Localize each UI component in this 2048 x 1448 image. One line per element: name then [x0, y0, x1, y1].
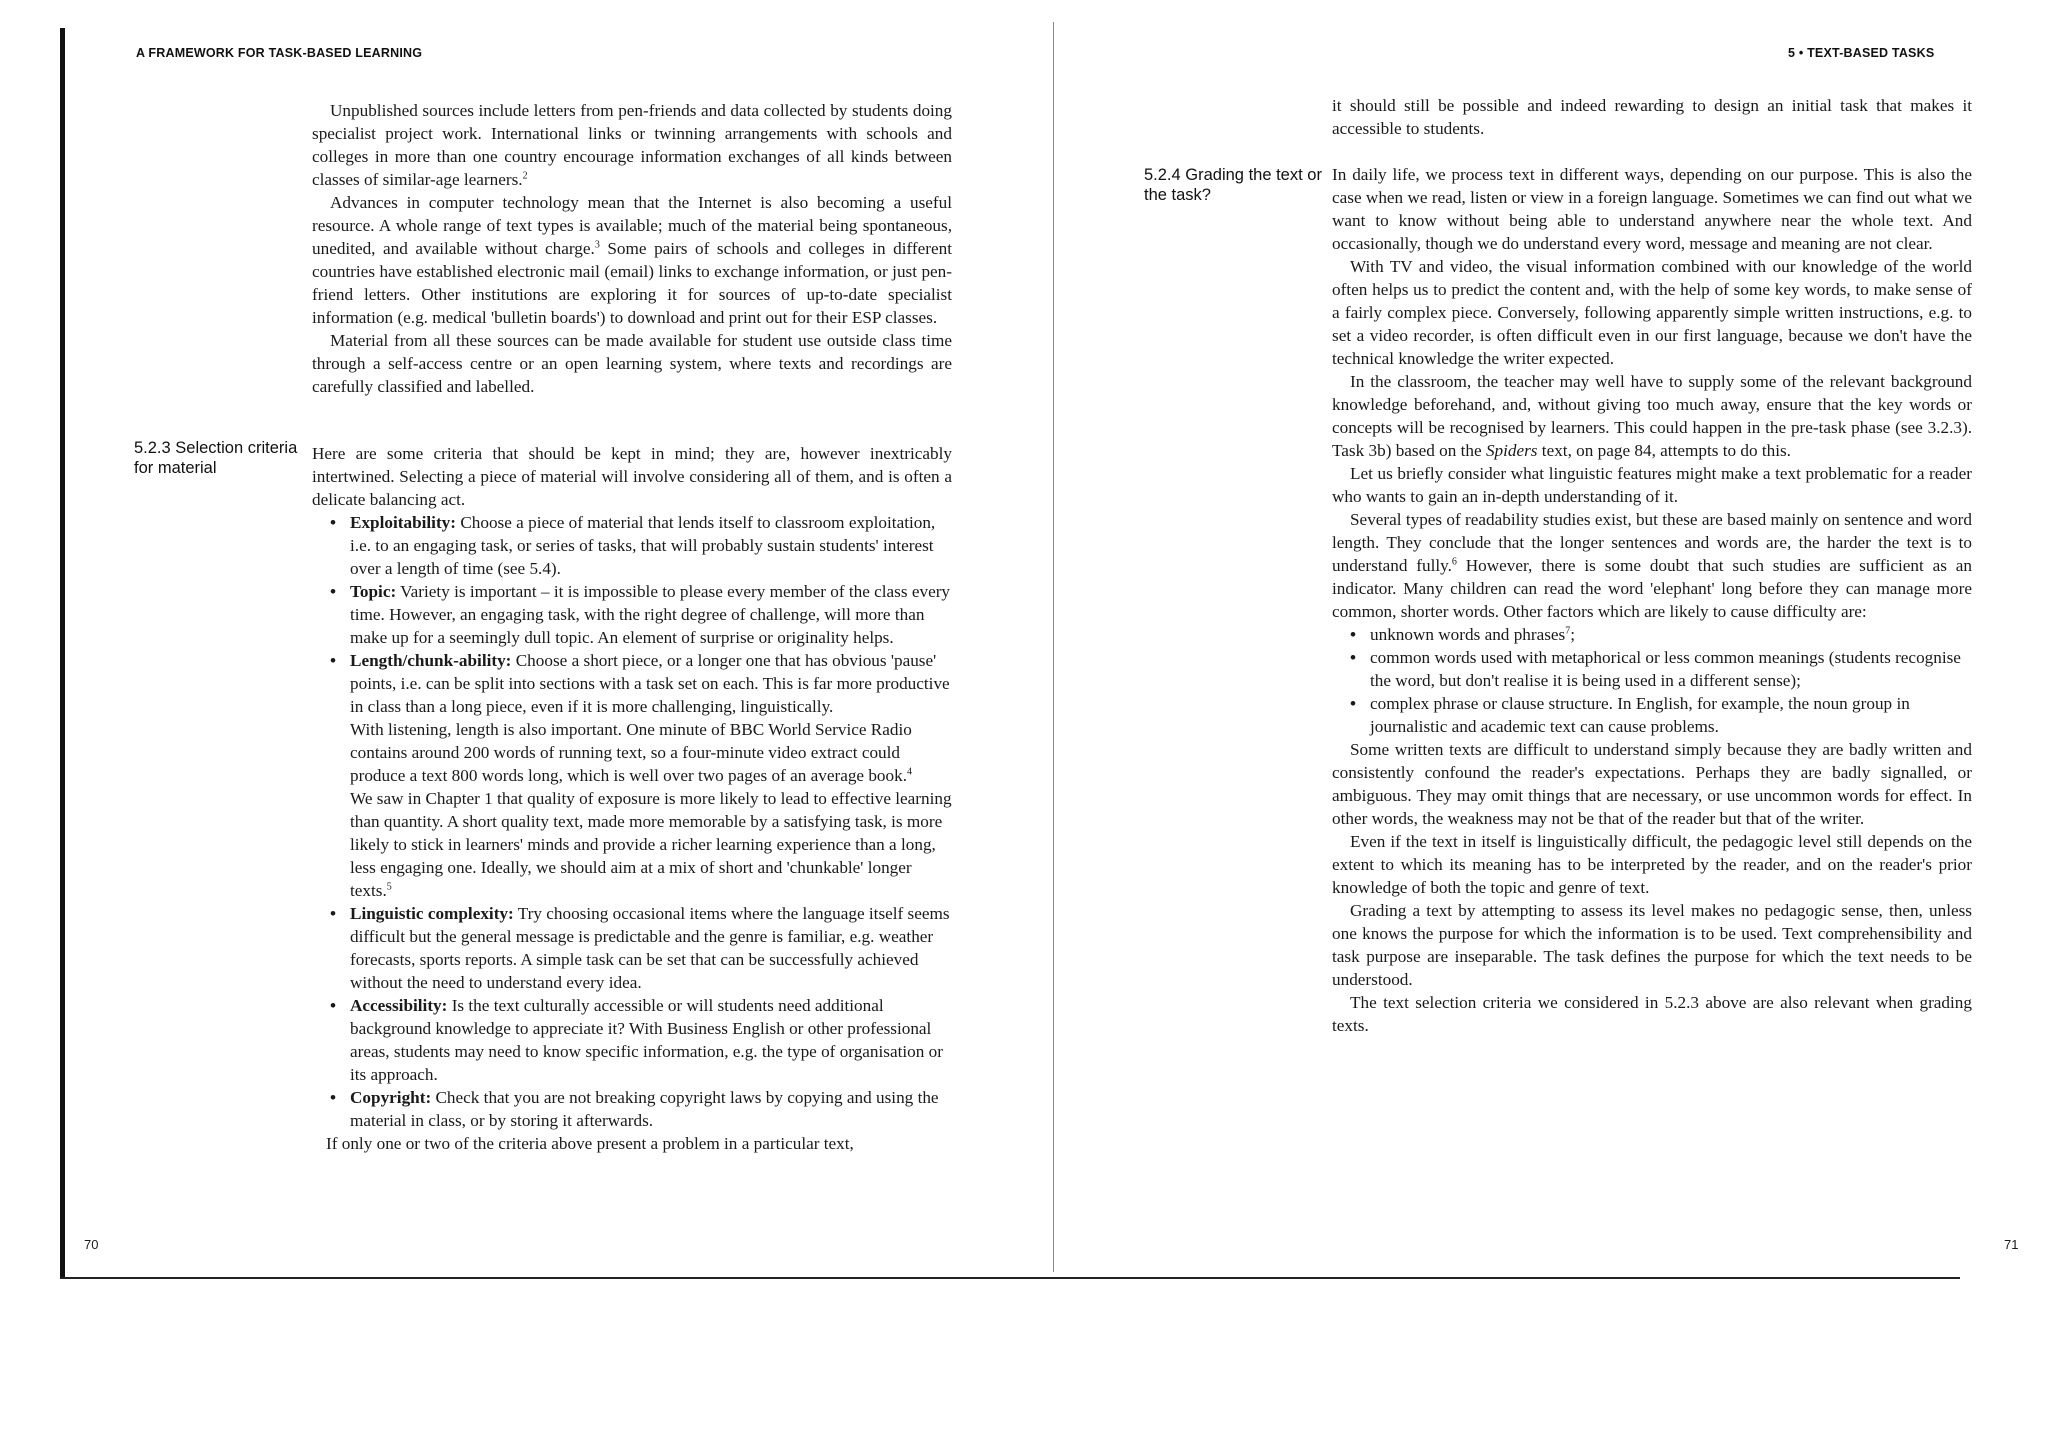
bottom-rule — [60, 1277, 1960, 1279]
right-continuation-text — [1332, 94, 1972, 140]
list-item: • Accessibility: Is the text culturally accessible or will students need additional background knowledge to appreciate it? With Business English or other professional areas, students may need to know specific information, e.g. the type of organisation or its approach. — [350, 994, 952, 1086]
paragraph-grading: Grading a text by attempting to assess its level makes no pedagogic sense, then, unless one knows the purpose for which the information is to be used. Text comprehensibility and task purpose are inseparable. The task defines the purpose for which the text needs to be understood. — [1332, 901, 1972, 989]
paragraph-quality-exposure: We saw in Chapter 1 that quality of exposure is more likely to lead to effective learning than quantity. A short quality text, made more memorable by a satisfying task, is more likely to stick in learners' minds and provide a richer learning experience than a long, less engaging one. Ideally, we should aim at a mix of short and 'chunkable' longer texts.$^5$ — [350, 789, 952, 900]
list-item: • Length/chunk-ability: Choose a short piece, or a longer one that has obvious 'pause' points, i.e. can be split into sections with a task set on each. This is far more productive in class than a long piece, even if it is more challenging, linguistically. With listening, length is also important. One minute of BBC World Service Radio contains around 200 words of running text, so a four-minute video extract could produce a text 800 words long, which is well over two pages of an average book.$^4$ We saw in Chapter 1 that quality of exposure is more likely to lead to effective learning than quantity. A short quality text, made more memorable by a satisfying task, is more likely to stick in learners' minds and provide a richer learning experience than a long, less engaging one. Ideally, we should aim at a mix of short and 'chunkable' longer texts.$^5$ — [350, 649, 952, 902]
paragraph-unpublished-sources: Unpublished sources include letters from pen-friends and data collected by students doing specialist project work. International links or twinning arrangements with schools and colleges in more than one country encourage information exchanges of all kinds between classes of similar-age learners.$^2$ — [312, 101, 952, 189]
book-title: Spiders — [1485, 441, 1538, 460]
paragraph-linguistic-features: Let us briefly consider what linguistic features might make a text problematic for a reader who wants to gain an in-depth understanding of it. — [1332, 464, 1972, 506]
list-item: • unknown words and phrases$^7$; — [1370, 623, 1972, 646]
paragraph-continuation: it should still be possible and indeed rewarding to design an initial task that makes it accessible to students. — [1332, 96, 1972, 138]
running-head-right: 5 • TEXT-BASED TASKS — [1788, 46, 1935, 60]
paragraph-criteria-intro: Here are some criteria that should be kept in mind; they are, however inextricably intertwined. Selecting a piece of material will involve considering all of them, and is often a delicate balancing act. — [312, 444, 952, 509]
paragraph-readability: Several types of readability studies exist, but these are based mainly on sentence and word length. They conclude that the longer sentences and words are, the harder the text is to understand fully.$^6$ However, there is some doubt that such studies are sufficient as an indicator. Many children can read the word 'elephant' long before they can manage more common, shorter words. Other factors which are likely to cause difficulty are: — [1332, 510, 1972, 621]
criterion-term: Accessibility: — [350, 996, 448, 1015]
criterion-term: Length/chunk-ability: — [350, 651, 512, 670]
footnote-marker: 7 — [1565, 625, 1571, 637]
gutter-rule — [1053, 22, 1054, 1272]
list-item: • Copyright: Check that you are not breaking copyright laws by copying and using the material in class, or by storing it afterwards. — [350, 1086, 952, 1132]
criteria-list — [312, 511, 952, 1132]
list-item: • complex phrase or clause structure. In English, for example, the noun group in journalistic and academic text can cause problems. — [1370, 692, 1972, 738]
page-number-right: 71 — [2004, 1237, 2019, 1252]
section-5-2-4-body — [1332, 163, 1972, 1037]
footnote-marker: 4 — [907, 766, 913, 778]
paragraph-advances: Advances in computer technology mean that the Internet is also becoming a useful resource. A whole range of text types is available; much of the material being spontaneous, unedited, and available without charge.$^3$ Some pairs of schools and colleges in different countries have established electronic mail (email) links to exchange information, or just pen-friend letters. Other institutions are exploring it for sources of up-to-date specialist information (e.g. medical 'bulletin boards') to download and print out for their ESP classes. — [312, 193, 952, 327]
list-item: • Topic: Variety is important – it is impossible to please every member of the class every time. However, an engaging task, with the right degree of challenge, will more than make up for a seemingly dull topic. An element of surprise or originality helps. — [350, 580, 952, 649]
paragraph-pedagogic-level: Even if the text in itself is linguistically difficult, the pedagogic level still depends on the extent to which its meaning has to be interpreted by the reader, and on the reader's prior knowledge of both the topic and genre of text. — [1332, 832, 1972, 897]
list-item: • Exploitability: Choose a piece of material that lends itself to classroom exploitation, i.e. to an engaging task, or series of tasks, that will probably sustain students' interest over a length of time (see 5.4). — [350, 511, 952, 580]
list-item: • common words used with metaphorical or less common meanings (students recognise the word, but don't realise it is being used in a different sense); — [1370, 646, 1972, 692]
paragraph-listening-length: With listening, length is also important. One minute of BBC World Service Radio contains around 200 words of running text, so a four-minute video extract could produce a text 800 words long, which is well over two pages of an average book.$^4$ — [350, 720, 913, 785]
criterion-term: Linguistic complexity: — [350, 904, 514, 923]
left-intro-text — [312, 99, 952, 398]
footnote-marker: 5 — [386, 881, 392, 893]
footnote-marker: 3 — [594, 239, 600, 251]
difficulty-factors-list — [1332, 623, 1972, 738]
list-item: • Linguistic complexity: Try choosing occasional items where the language itself seems difficult but the general message is predictable and the genre is familiar, e.g. weather forecasts, sports reports. A simple task can be set that can be successfully achieved without the need to understand every idea. — [350, 902, 952, 994]
paragraph-classroom: In the classroom, the teacher may well have to supply some of the relevant background knowledge beforehand, and, without giving too much away, ensure that the key words or concepts will be recognised by learners. This could happen in the pre-task phase (see 3.2.3). Task 3b) based on the Spiders text, on page 84, attempts to do this. — [1332, 372, 1972, 460]
section-5-2-3-body — [312, 442, 952, 1155]
running-head-left: A FRAMEWORK FOR TASK-BASED LEARNING — [136, 46, 423, 60]
paragraph-badly-written: Some written texts are difficult to understand simply because they are badly written and consistently confound the reader's expectations. Perhaps they are badly signalled, or ambiguous. They may omit things that are necessary, or use uncommon words for effect. In other words, the weakness may not be that of the reader but that of the writer. — [1332, 740, 1972, 828]
paragraph-daily-life: In daily life, we process text in different ways, depending on our purpose. This is also the case when we read, listen or view in a foreign language. Sometimes we can find out what we want to know without being able to understand anywhere near the whole text. And occasionally, though we do understand every word, message and meaning are not clear. — [1332, 165, 1972, 253]
criterion-term: Exploitability: — [350, 513, 457, 532]
footnote-marker: 2 — [522, 170, 528, 182]
section-heading-5-2-3: 5.2.3 Selection criteria for material — [134, 439, 298, 477]
section-heading-5-2-4: 5.2.4 Grading the text or the task? — [1144, 166, 1322, 204]
paragraph-selection-criteria: The text selection criteria we considered in 5.2.3 above are also relevant when grading texts. — [1332, 993, 1972, 1035]
paragraph-tv-video: With TV and video, the visual information combined with our knowledge of the world often helps us to predict the content and, with the help of some key words, to make sense of a fairly complex piece. Conversely, following apparently simple written instructions, e.g. to set a video recorder, is often difficult even in our first language, because we don't have the technical knowledge the writer expected. — [1332, 257, 1972, 368]
paragraph-closing-left: If only one or two of the criteria above present a problem in a particular text, — [326, 1134, 854, 1153]
criterion-term: Topic: — [350, 582, 397, 601]
paragraph-material-sources: Material from all these sources can be made available for student use outside class time through a self-access centre or an open learning system, where texts and recordings are carefully classified and labelled. — [312, 331, 952, 396]
page-edge-bar — [60, 28, 65, 1278]
criterion-term: Copyright: — [350, 1088, 432, 1107]
footnote-marker: 6 — [1451, 556, 1457, 568]
page-number-left: 70 — [84, 1237, 99, 1252]
